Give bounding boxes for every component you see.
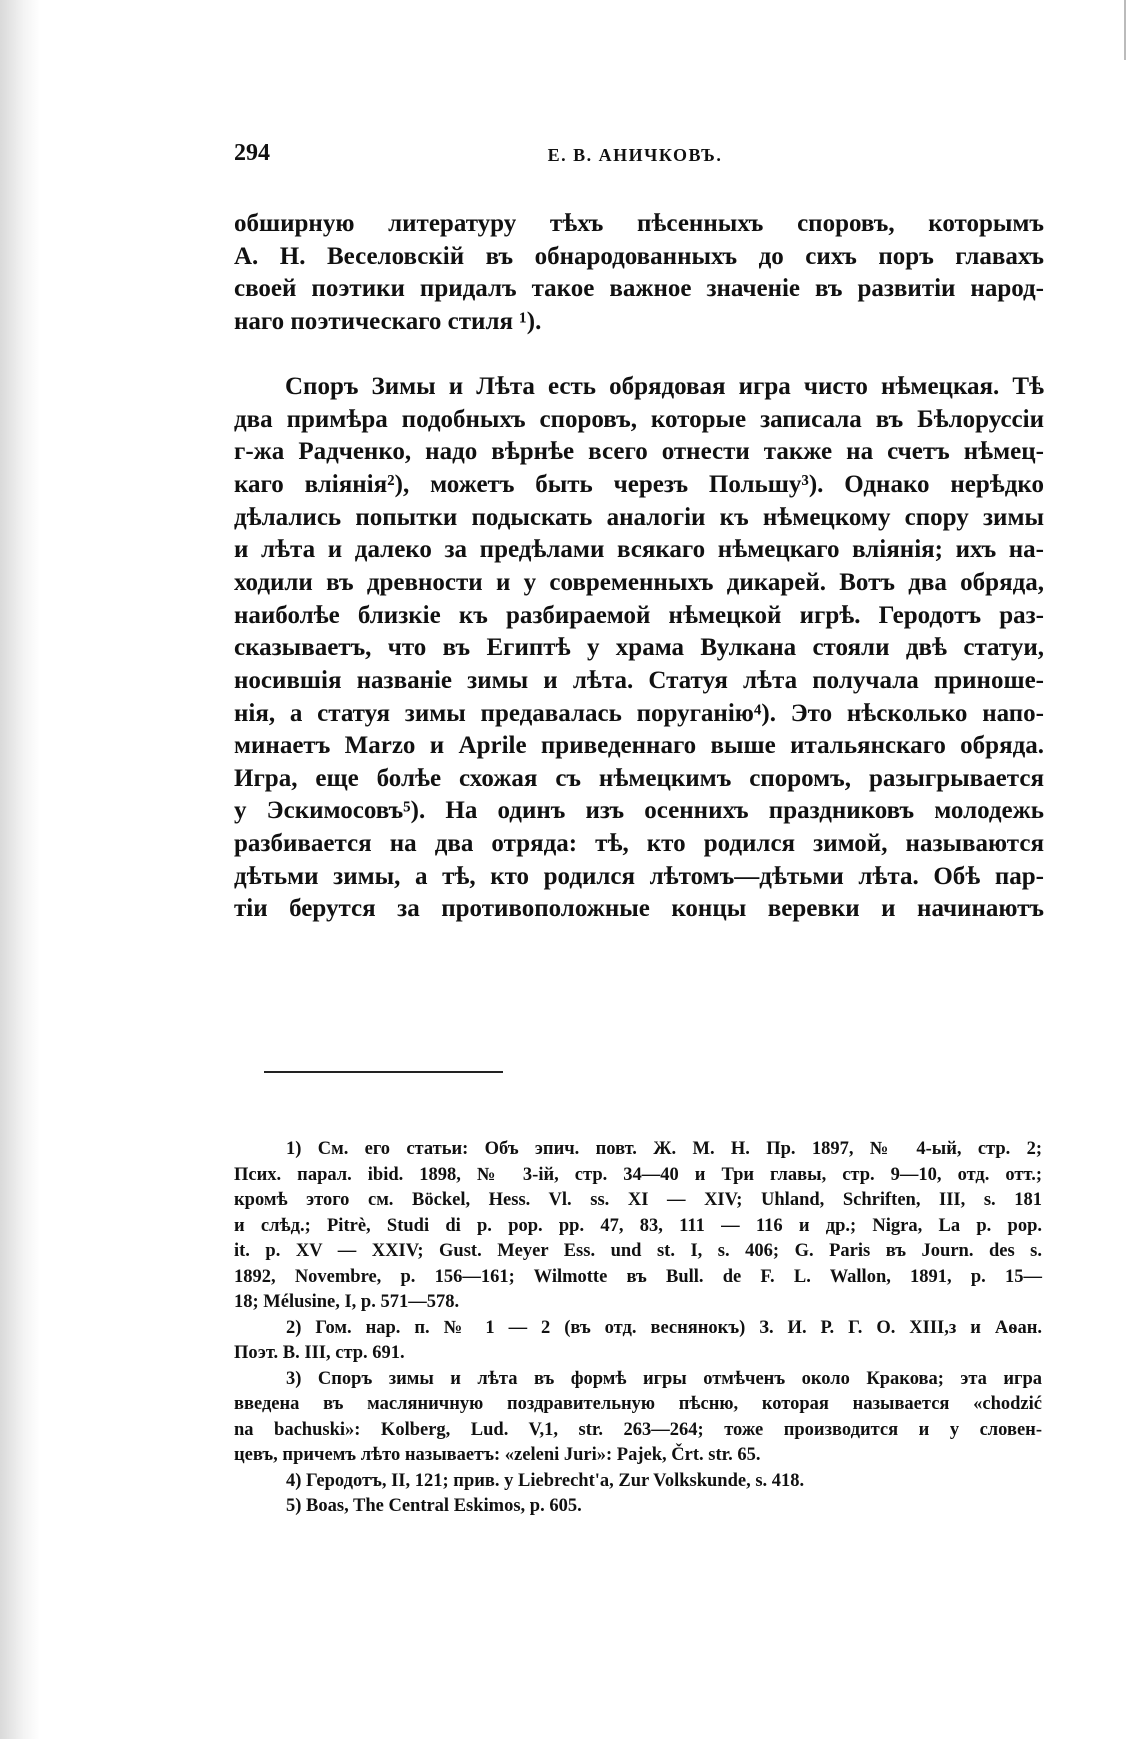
footnote-line: Псих. парал. ibid. 1898, № 3-ій, стр. 34—40 и Три главы, стр. 9—10, отд. отт.;: [234, 1165, 1042, 1185]
footnote-line: 4) Геродотъ, II, 121; прив. у Liebrecht'a, Zur Volkskunde, s. 418.: [286, 1471, 805, 1491]
footnote-line: 1892, Novembre, p. 156—161; Wilmotte въ Bull. de F. L. Wallon, 1891, p. 15—: [234, 1267, 1042, 1287]
body-line: г-жа Радченко, надо вѣрнѣе всего отнести также на счетъ нѣмец-: [234, 438, 1044, 465]
footnote-line: 5) Boas, The Central Eskimos, p. 605.: [286, 1496, 582, 1516]
footnote-line: na bachuski»: Kolberg, Lud. V,1, str. 263—264; тоже производится и у словен-: [234, 1420, 1042, 1440]
body-line: каго вліянія²), можетъ быть черезъ Польшу³). Однако нерѣдко: [234, 471, 1044, 498]
footnote-line: Поэт. В. III, стр. 691.: [234, 1343, 405, 1363]
body-line: сказываетъ, что въ Египтѣ у храма Вулкана стояли двѣ статуи,: [234, 634, 1044, 661]
footnote-line: и слѣд.; Pitrè, Studi di p. pop. pp. 47, 83, 111 — 116 и др.; Nigra, La p. pop.: [234, 1216, 1042, 1236]
footnote-line: цевъ, причемъ лѣто называетъ: «zeleni Juri»: Pajek, Črt. str. 65.: [234, 1445, 761, 1465]
body-line: дѣтьми зимы, а тѣ, кто родился лѣтомъ—дѣтьми лѣта. Обѣ пар-: [234, 863, 1044, 890]
body-line: носившія названіе зимы и лѣта. Статуя лѣта получала приноше-: [234, 667, 1044, 694]
footnote-line: введена въ масляничную поздравительную пѣсню, которая называется «chodzić: [234, 1394, 1042, 1414]
body-line: тіи берутся за противоположные концы веревки и начинаютъ: [234, 895, 1044, 922]
body-line: нія, а статуя зимы предавалась поруганію⁴). Это нѣсколько напо-: [234, 700, 1044, 727]
body-line: своей поэтики придалъ такое важное значеніе въ развитіи народ-: [234, 275, 1044, 302]
body-line: наго поэтическаго стиля ¹).: [234, 308, 542, 335]
footnote-separator: [264, 1071, 503, 1073]
footnote-line: кромѣ этого см. Böckel, Hess. Vl. ss. XI — XIV; Uhland, Schriften, III, s. 181: [234, 1190, 1042, 1210]
body-line: обширную литературу тѣхъ пѣсенныхъ споровъ, которымъ: [234, 210, 1044, 237]
body-line: Споръ Зимы и Лѣта есть обрядовая игра чисто нѣмецкая. Тѣ: [285, 373, 1044, 400]
scan-edge-shadow: [0, 0, 40, 1739]
footnote-line: 1) См. его статьи: Объ эпич. повт. Ж. М. Н. Пр. 1897, № 4-ый, стр. 2;: [286, 1139, 1042, 1159]
running-title: Е. В. АНИЧКОВЪ.: [547, 145, 723, 165]
body-line: А. Н. Веселовскій въ обнародованныхъ до сихъ поръ главахъ: [234, 243, 1044, 270]
page-number: 294: [234, 140, 270, 166]
body-line: и лѣта и далеко за предѣлами всякаго нѣмецкаго вліянія; ихъ на-: [234, 536, 1044, 563]
body-line: у Эскимосовъ⁵). На одинъ изъ осеннихъ праздниковъ молодежь: [234, 797, 1044, 824]
body-line: ходили въ древности и у современныхъ дикарей. Вотъ два обряда,: [234, 569, 1044, 596]
body-line: разбивается на два отряда: тѣ, кто родился зимой, называются: [234, 830, 1044, 857]
footnote-line: it. p. XV — XXIV; Gust. Meyer Ess. und st. I, s. 406; G. Paris въ Journ. des s.: [234, 1241, 1042, 1261]
body-line: минаетъ Marzo и Aprile приведеннаго выше итальянскаго обряда.: [234, 732, 1044, 759]
footnote-line: 2) Гом. нар. п. № 1 — 2 (въ отд. веснянокъ) З. И. Р. Г. О. XIII,з и Аѳан.: [286, 1318, 1042, 1338]
body-line: дѣлались попытки подыскать аналогіи къ нѣмецкому спору зимы: [234, 504, 1044, 531]
scan-edge-line: [1124, 0, 1126, 60]
body-line: Игра, еще болѣе схожая съ нѣмецкимъ споромъ, разыгрывается: [234, 765, 1044, 792]
footnote-line: 18; Mélusine, I, p. 571—578.: [234, 1292, 460, 1312]
body-line: наиболѣе близкіе къ разбираемой нѣмецкой игрѣ. Геродотъ раз-: [234, 602, 1044, 629]
body-line: два примѣра подобныхъ споровъ, которые записала въ Бѣлоруссіи: [234, 406, 1044, 433]
footnote-line: 3) Споръ зимы и лѣта въ формѣ игры отмѣченъ около Кракова; эта игра: [286, 1369, 1042, 1389]
